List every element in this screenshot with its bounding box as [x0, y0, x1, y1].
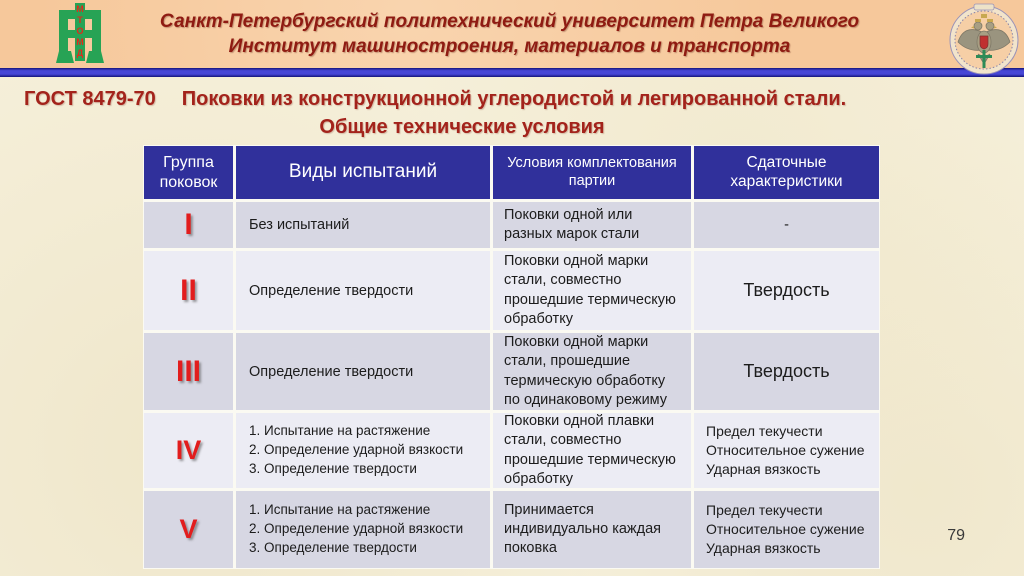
double-headed-eagle-icon [948, 2, 1020, 78]
institute-name: Институт машиностроения, материалов и транспорта [228, 36, 791, 57]
tests-cell [236, 333, 490, 410]
characteristics-cell [694, 491, 879, 568]
characteristics-cell [694, 251, 879, 330]
slide-title [24, 88, 900, 139]
group-numeral: II [144, 251, 233, 330]
tests-cell [236, 202, 490, 248]
col-header-group: Группа поковок [144, 146, 233, 199]
characteristic-item: Предел текучести [706, 501, 823, 518]
title-text: Поковки из конструкционной углеродистой и легированной стали. [181, 88, 847, 110]
test-item: Определение твердости [249, 363, 414, 380]
characteristics-cell [694, 202, 879, 248]
group-numeral: I [144, 202, 233, 248]
page-number: 79 [947, 527, 965, 544]
university-name: Санкт-Петербургский политехнический университет Петра Великого [159, 11, 860, 32]
characteristics-cell [694, 413, 879, 488]
characteristic-item: Относительное сужение [706, 520, 865, 537]
characteristic-item: Предел текучести [706, 422, 823, 439]
test-item: 3. Определение твердости [249, 539, 417, 555]
test-item: 2. Определение ударной вязкости [249, 521, 464, 537]
conditions-cell: Поковки одной плавки стали, совместно прошедшие термическую обработку [493, 413, 691, 488]
conditions-cell: Поковки одной марки стали, прошедшие термическую обработку по одинаковому режиму [493, 333, 691, 410]
conditions-cell: Поковки одной или разных марок стали [493, 202, 691, 248]
gost-number: ГОСТ 8479-70 [24, 88, 156, 110]
title-line1 [24, 88, 900, 111]
tests-cell [236, 491, 490, 568]
group-numeral: V [144, 491, 233, 568]
characteristic-item: Относительное сужение [706, 441, 865, 458]
col-header-characteristics: Сдаточные характеристики [694, 146, 879, 199]
logo-letters: МТОМД [75, 4, 85, 59]
test-item: 1. Испытание на растяжение [249, 502, 431, 518]
characteristic-item: - [784, 217, 789, 233]
tests-cell [236, 251, 490, 330]
title-line2: Общие технические условия [319, 116, 605, 138]
test-item: Определение твердости [249, 282, 414, 299]
tests-cell [236, 413, 490, 488]
col-header-conditions: Условия комплектования партии [493, 146, 691, 199]
mtomd-press-logo-icon [54, 3, 106, 65]
group-numeral: III [144, 333, 233, 410]
university-seal-eagle-icon [948, 2, 1020, 78]
characteristic-item: Твердость [743, 280, 830, 300]
test-item: 2. Определение ударной вязкости [249, 442, 464, 458]
group-numeral: IV [144, 413, 233, 488]
characteristics-cell [694, 333, 879, 410]
conditions-cell: Принимается индивидуально каждая поковка [493, 491, 691, 568]
characteristic-item: Ударная вязкость [706, 461, 821, 478]
institution-header [120, 9, 899, 59]
test-item: 1. Испытание на растяжение [249, 423, 431, 439]
col-header-tests: Виды испытаний [236, 146, 490, 199]
test-item: 3. Определение твердости [249, 460, 417, 476]
header-divider-bar [0, 68, 1024, 77]
conditions-cell: Поковки одной марки стали, совместно прошедшие термическую обработку [493, 251, 691, 330]
characteristic-item: Твердость [743, 361, 830, 381]
test-item: Без испытаний [249, 217, 350, 233]
characteristic-item: Ударная вязкость [706, 540, 821, 557]
forging-groups-table [144, 146, 879, 568]
